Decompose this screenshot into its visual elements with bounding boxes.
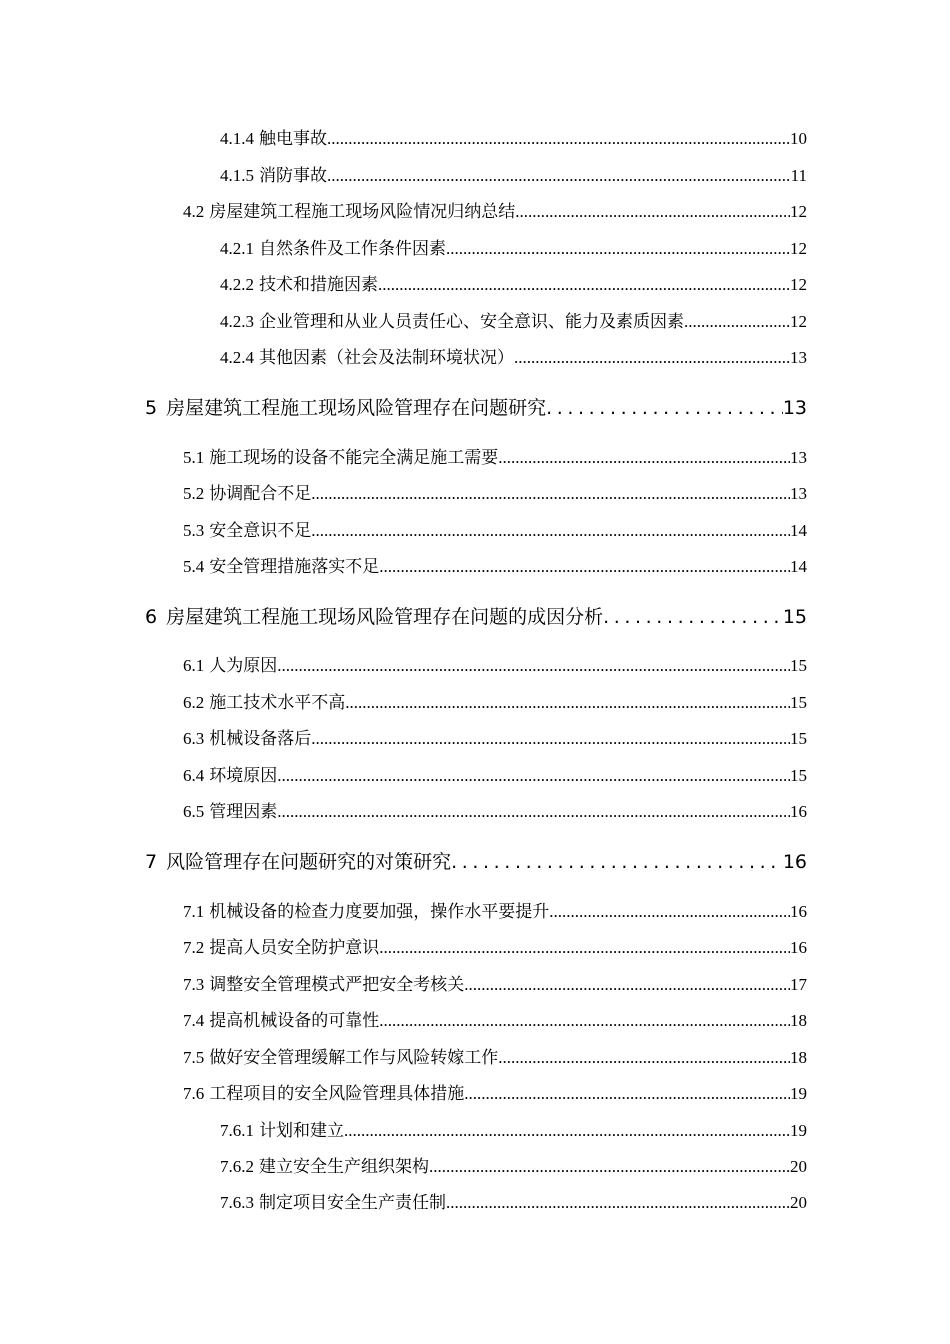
toc-entry-title: 触电事故 <box>259 129 327 148</box>
toc-entry-number: 4.2.3 <box>220 312 254 331</box>
toc-entry-title: 做好安全管理缓解工作与风险转嫁工作 <box>209 1048 499 1067</box>
toc-entry-title: 环境原因 <box>209 766 278 785</box>
toc-entry-title: 房屋建筑工程施工现场风险管理存在问题研究 <box>166 397 547 419</box>
toc-page-number: 15 <box>790 656 807 675</box>
toc-entry[interactable] <box>183 443 807 468</box>
toc-entry-number: 7.2 <box>183 938 205 957</box>
toc-entry[interactable] <box>220 1152 807 1177</box>
toc-dot-leader <box>311 729 790 749</box>
toc-dot-leader <box>311 521 790 541</box>
toc-entry[interactable] <box>220 270 807 295</box>
toc-page-number: 13 <box>790 448 807 467</box>
toc-page-number: 19 <box>790 1084 807 1103</box>
toc-entry-title: 房屋建筑工程施工现场风险管理存在问题的成因分析 <box>166 606 604 628</box>
toc-entry-number: 7.1 <box>183 902 205 921</box>
toc-entry-title: 安全管理措施落实不足 <box>209 557 380 576</box>
toc-entry-title: 管理因素 <box>209 802 278 821</box>
toc-page-number: 11 <box>790 166 807 185</box>
toc-entry[interactable] <box>183 552 807 577</box>
toc-entry-title: 计划和建立 <box>259 1121 344 1140</box>
toc-entry-number: 5 <box>145 397 158 419</box>
toc-entry-number: 7.6.3 <box>220 1193 254 1212</box>
toc-dot-leader <box>429 1157 790 1177</box>
toc-page-number: 13 <box>790 348 807 367</box>
toc-chapter-entry[interactable] <box>145 602 807 629</box>
toc-page-number: 20 <box>790 1157 807 1176</box>
toc-entry[interactable] <box>220 1188 807 1213</box>
toc-entry[interactable] <box>220 234 807 259</box>
toc-dot-leader <box>684 312 790 332</box>
toc-entry[interactable] <box>183 1006 807 1031</box>
toc-page-number: 16 <box>790 902 807 921</box>
toc-entry[interactable] <box>220 124 807 149</box>
toc-entry-title: 安全意识不足 <box>209 521 312 540</box>
toc-entry-number: 7.5 <box>183 1048 205 1067</box>
toc-entry-title: 建立安全生产组织架构 <box>259 1157 429 1176</box>
toc-entry[interactable] <box>220 1116 807 1141</box>
toc-entry[interactable] <box>183 1079 807 1104</box>
toc-page-number: 12 <box>790 239 807 258</box>
toc-dot-leader <box>378 275 790 295</box>
toc-page-number: 14 <box>790 521 807 540</box>
toc-dot-leader <box>345 693 790 713</box>
toc-entry-number: 7.3 <box>183 975 205 994</box>
toc-dot-leader <box>379 938 790 958</box>
toc-page-number: 14 <box>790 557 807 576</box>
toc-dot-leader <box>603 606 783 628</box>
toc-chapter-entry[interactable] <box>145 393 807 420</box>
toc-page-number: 12 <box>790 275 807 294</box>
toc-entry-number: 5.4 <box>183 557 205 576</box>
toc-entry[interactable] <box>183 897 807 922</box>
toc-entry-title: 工程项目的安全风险管理具体措施 <box>209 1084 465 1103</box>
toc-page-number: 15 <box>790 766 807 785</box>
toc-entry-number: 7.6.1 <box>220 1121 254 1140</box>
toc-entry[interactable] <box>220 343 807 368</box>
toc-dot-leader <box>446 239 790 259</box>
toc-page-number: 15 <box>790 693 807 712</box>
toc-entry-title: 协调配合不足 <box>209 484 312 503</box>
toc-entry-title: 施工现场的设备不能完全满足施工需要 <box>209 448 499 467</box>
toc-entry[interactable] <box>183 797 807 822</box>
toc-entry-title: 消防事故 <box>259 166 327 185</box>
toc-entry-number: 4.2.4 <box>220 348 254 367</box>
toc-entry[interactable] <box>183 933 807 958</box>
toc-page-number: 12 <box>790 312 807 331</box>
toc-entry-number: 6.5 <box>183 802 205 821</box>
toc-page-number: 20 <box>790 1193 807 1212</box>
toc-entry-number: 4.1.4 <box>220 129 254 148</box>
toc-chapter-entry[interactable] <box>145 847 807 874</box>
toc-entry[interactable] <box>183 1043 807 1068</box>
toc-dot-leader <box>549 902 790 922</box>
toc-page-number: 15 <box>782 606 807 628</box>
toc-dot-leader <box>311 484 790 504</box>
toc-page-number: 10 <box>790 129 807 148</box>
toc-entry-number: 4.1.5 <box>220 166 254 185</box>
toc-entry-number: 6.3 <box>183 729 205 748</box>
toc-dot-leader <box>277 656 790 676</box>
toc-dot-leader <box>327 166 791 186</box>
toc-page-number: 16 <box>790 802 807 821</box>
toc-entry-title: 企业管理和从业人员责任心、安全意识、能力及素质因素 <box>259 312 684 331</box>
toc-page-number: 13 <box>790 484 807 503</box>
toc-entry-number: 5.3 <box>183 521 205 540</box>
toc-entry-number: 7.4 <box>183 1011 205 1030</box>
toc-dot-leader <box>514 348 790 368</box>
toc-entry[interactable] <box>183 197 807 222</box>
toc-dot-leader <box>327 129 790 149</box>
toc-entry-title: 制定项目安全生产责任制 <box>259 1193 446 1212</box>
toc-entry-title: 提高机械设备的可靠性 <box>209 1011 380 1030</box>
toc-entry-number: 5.2 <box>183 484 205 503</box>
toc-entry-title: 人为原因 <box>209 656 278 675</box>
toc-entry-number: 7.6.2 <box>220 1157 254 1176</box>
toc-entry-title: 房屋建筑工程施工现场风险情况归纳总结 <box>209 202 516 221</box>
toc-entry-number: 6.1 <box>183 656 205 675</box>
toc-entry-title: 施工技术水平不高 <box>209 693 346 712</box>
toc-entry-title: 机械设备落后 <box>209 729 312 748</box>
toc-dot-leader <box>379 1011 790 1031</box>
toc-entry-number: 6.2 <box>183 693 205 712</box>
toc-entry[interactable] <box>220 307 807 332</box>
toc-entry-title: 技术和措施因素 <box>259 275 378 294</box>
toc-page-number: 16 <box>782 851 807 873</box>
toc-entry-title: 机械设备的检查力度要加强，操作水平要提升 <box>209 902 550 921</box>
toc-page-number: 18 <box>790 1048 807 1067</box>
toc-entry-title: 自然条件及工作条件因素 <box>259 239 446 258</box>
toc-dot-leader <box>546 397 783 419</box>
toc-entry[interactable] <box>183 761 807 786</box>
toc-entry-number: 4.2.2 <box>220 275 254 294</box>
toc-page-number: 17 <box>790 975 807 994</box>
toc-dot-leader <box>277 802 790 822</box>
toc-entry-number: 6 <box>145 606 158 628</box>
toc-entry-number: 4.2.1 <box>220 239 254 258</box>
toc-entry-number: 6.4 <box>183 766 205 785</box>
toc-page-number: 13 <box>782 397 807 419</box>
toc-entry[interactable] <box>183 724 807 749</box>
toc-dot-leader <box>464 1084 790 1104</box>
toc-entry-title: 提高人员安全防护意识 <box>209 938 380 957</box>
toc-entry-number: 4.2 <box>183 202 205 221</box>
toc-entry[interactable] <box>183 970 807 995</box>
toc-entry-title: 其他因素（社会及法制环境状况） <box>259 348 514 367</box>
toc-dot-leader <box>344 1121 790 1141</box>
toc-entry[interactable] <box>220 161 807 186</box>
toc-dot-leader <box>379 557 790 577</box>
toc-entry-number: 7 <box>145 851 158 873</box>
toc-dot-leader <box>277 766 790 786</box>
toc-dot-leader <box>498 448 790 468</box>
toc-page-number: 12 <box>790 202 807 221</box>
toc-dot-leader <box>498 1048 790 1068</box>
toc-page-number: 15 <box>790 729 807 748</box>
toc-entry[interactable] <box>183 651 807 676</box>
toc-entry-number: 5.1 <box>183 448 205 467</box>
toc-dot-leader <box>446 1193 790 1213</box>
toc-page-number: 19 <box>790 1121 807 1140</box>
toc-dot-leader <box>515 202 790 222</box>
toc-page-number: 16 <box>790 938 807 957</box>
toc-dot-leader <box>451 851 783 873</box>
toc-dot-leader <box>464 975 790 995</box>
toc-entry[interactable] <box>183 688 807 713</box>
toc-page-number: 18 <box>790 1011 807 1030</box>
toc-entry[interactable] <box>183 479 807 504</box>
toc-entry-number: 7.6 <box>183 1084 205 1103</box>
toc-entry[interactable] <box>183 516 807 541</box>
toc-entry-title: 风险管理存在问题研究的对策研究 <box>166 851 452 873</box>
toc-entry-title: 调整安全管理模式严把安全考核关 <box>209 975 465 994</box>
